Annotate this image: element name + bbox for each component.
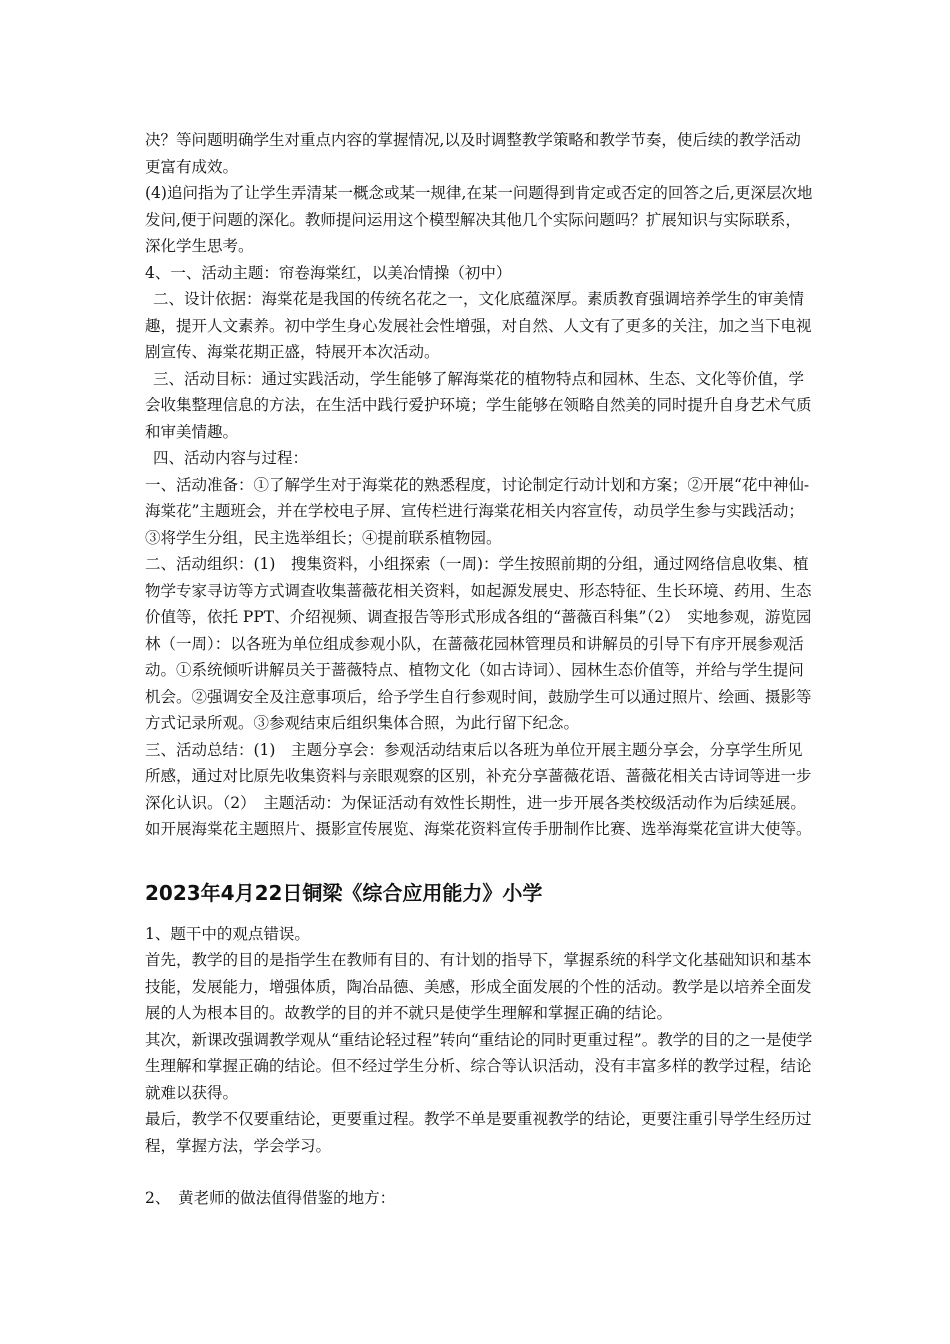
- section-heading: 2023年4月22日铜梁《综合应用能力》小学: [145, 880, 543, 905]
- paragraph-activity-goals: 三、活动目标：通过实践活动，学生能够了解海棠花的植物特点和园林、生态、文化等价值，学会收集整理信息的方法，在生活中践行爱护环境；学生能够在领略自然美的同时提升自身艺术气质和审美情趣。: [145, 369, 812, 441]
- document-page: [145, 127, 815, 1212]
- paragraph-activity-summary: 三、活动总结：(1) 主题分享会：参观活动结束后以各班为单位开展主题分享会，分享学生所见所感，通过对比原先收集资料与亲眼观察的区别，补充分享蔷薇花语、蔷薇花相关古诗词等进一步深化认识。（2） 主题活动：为保证活动有效性长期性，进一步开展各类校级活动作为后续延展。如开展海棠花主题照片、摄影宣传展览、海棠花资料宣传手册制作比赛、选举海棠花宣讲大使等。: [145, 740, 812, 838]
- paragraph-activity-content: 四、活动内容与过程：: [153, 449, 309, 467]
- paragraph-activity-prep: 一、活动准备：①了解学生对于海棠花的熟悉程度，讨论制定行动计划和方案；②开展“花中神仙-海棠花”主题班会，并在学校电子屏、宣传栏进行海棠花相关内容宣传，动员学生参与实践活动；③将学生分组，民主选举组长；④提前联系植物园。: [145, 475, 810, 547]
- paragraph-answer-2: 2、 黄老师的做法值得借鉴的地方：: [145, 1189, 396, 1207]
- paragraph-second: 其次，新课改强调教学观从“重结论轻过程”转向“重结论的同时更重过程”。教学的目的之一是使学生理解和掌握正确的结论。但不经过学生分析、综合等认识活动，没有丰富多样的教学过程，结论就难以获得。: [145, 1030, 813, 1102]
- paragraph-activity-theme: 4、一、活动主题：帘卷海棠红，以美冶情操（初中）: [145, 263, 512, 282]
- paragraph-first: 首先，教学的目的是指学生在教师有目的、有计划的指导下，掌握系统的科学文化基础知识和基本技能，发展能力，增强体质，陶冶品德、美感，形成全面发展的个性的活动。教学是以培养全面发展的人为根本目的。故教学的目的并不就只是使学生理解和掌握正确的结论。: [145, 951, 812, 1022]
- paragraph-design-basis: 二、设计依据：海棠花是我国的传统名花之一，文化底蕴深厚。素质教育强调培养学生的审美情趣，提开人文素养。初中学生身心发展社会性增强，对自然、人文有了更多的关注，加之当下电视剧宣传、海棠花期正盛，特展开本次活动。: [145, 290, 812, 361]
- paragraph-last: 最后，教学不仅要重结论，更要重过程。教学不单是要重视教学的结论，更要注重引导学生经历过程，掌握方法，学会学习。: [145, 1110, 812, 1155]
- blank-line: [145, 1159, 815, 1185]
- paragraph-answer-1: 1、题干中的观点错误。: [145, 924, 310, 943]
- paragraph-follow-up-question: (4)追问指为了让学生弄清某一概念或某一规律,在某一问题得到肯定或否定的回答之后,更深层次地发问,便于问题的深化。教师提问运用这个模型解决其他几个实际问题吗？扩展知识与实际联系，深化学生思考。: [145, 184, 813, 255]
- paragraph-activity-organization: 二、活动组织：(1) 搜集资料，小组探索（一周)：学生按照前期的分组，通过网络信息收集、植物学专家寻访等方式调查收集蔷薇花相关资料，如起源发展史、形态特征、生长环境、药用、生态价值等，依托 PPT、介绍视频、调查报告等形式形成各组的“蔷薇百科集”（2） 实地参观，游览园林（一周）：以各班为单位组成参观小队，在蔷薇花园林管理员和讲解员的引导下有序开展参观活动。①系统倾听讲解员关于蔷薇特点、植物文化（如古诗词）、园林生态价值等，并给与学生提问机会。②强调安全及注意事项后，给予学生自行参观时间，鼓励学生可以通过照片、绘画、摄影等方式记录所观。③参观结束后组织集体合照，为此行留下纪念。: [145, 555, 812, 732]
- paragraph-questioning-cont: 决？等问题明确学生对重点内容的掌握情况,以及时调整教学策略和教学节奏，使后续的教学活动更富有成效。: [145, 131, 801, 176]
